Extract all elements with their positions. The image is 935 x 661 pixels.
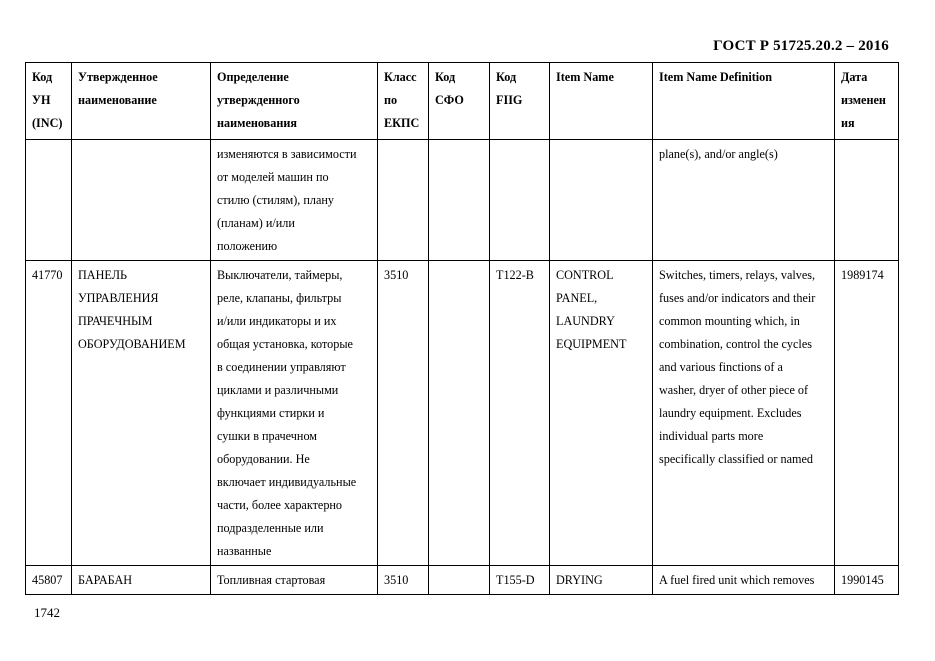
cell-line: Switches, timers, relays, valves, <box>659 268 816 282</box>
header-line: Код <box>496 70 517 84</box>
header-sfo <box>429 63 490 140</box>
cell-line: стилю (стилям), плану <box>217 193 334 207</box>
header-line: Item Name <box>556 70 614 84</box>
cell-line: УПРАВЛЕНИЯ <box>78 291 159 305</box>
cell-line: Выключатели, таймеры, <box>217 268 343 282</box>
header-line: УН <box>32 93 51 107</box>
cell-date <box>835 566 899 595</box>
header-line: Код <box>435 70 456 84</box>
table-row <box>26 566 899 595</box>
cell-line: specifically classified or named <box>659 452 813 466</box>
cell-line: (планам) и/или <box>217 216 295 230</box>
cell-line: 3510 <box>384 573 409 587</box>
cell-line: подразделенные или <box>217 521 324 535</box>
header-line: (INC) <box>32 116 63 130</box>
cell-line: plane(s), and/or angle(s) <box>659 147 778 161</box>
cell-line: and various finctions of a <box>659 360 783 374</box>
cell-line: T122-B <box>496 268 534 282</box>
cell-line: Топливная стартовая <box>217 573 326 587</box>
cell-class <box>378 261 429 566</box>
header-line: по <box>384 93 398 107</box>
header-line: ия <box>841 116 855 130</box>
cell-line: БАРАБАН <box>78 573 133 587</box>
header-item-name <box>550 63 653 140</box>
document-code: ГОСТ Р 51725.20.2 – 2016 <box>713 38 889 54</box>
header-item-definition <box>653 63 835 140</box>
header-line: ЕКПС <box>384 116 420 130</box>
header-line: Класс <box>384 70 417 84</box>
header-line: наименования <box>217 116 297 130</box>
cell-line: и/или индикаторы и их <box>217 314 337 328</box>
header-definition <box>211 63 378 140</box>
cell-line: в соединении управляют <box>217 360 346 374</box>
cell-class <box>378 140 429 261</box>
cell-date <box>835 261 899 566</box>
header-line: Определение <box>217 70 289 84</box>
cell-line: fuses and/or indicators and their <box>659 291 816 305</box>
cell-inc <box>26 140 72 261</box>
header-line: Item Name Definition <box>659 70 773 84</box>
cell-line: combination, control the cycles <box>659 337 812 351</box>
cell-sfo <box>429 140 490 261</box>
cell-line: части, более характерно <box>217 498 343 512</box>
cell-item-name <box>550 140 653 261</box>
header-approved-name <box>72 63 211 140</box>
header-class <box>378 63 429 140</box>
cell-line: изменяются в зависимости <box>217 147 357 161</box>
cell-line: laundry equipment. Excludes <box>659 406 802 420</box>
cell-definition <box>211 140 378 261</box>
cell-inc <box>26 566 72 595</box>
cell-line: названные <box>217 544 272 558</box>
cell-item-definition <box>653 566 835 595</box>
cell-line: 41770 <box>32 268 63 282</box>
cell-class <box>378 566 429 595</box>
table-row <box>26 140 899 261</box>
cell-line: циклами и различными <box>217 383 339 397</box>
cell-line: individual parts more <box>659 429 764 443</box>
header-line: Дата <box>841 70 868 84</box>
cell-line: 1990145 <box>841 573 884 587</box>
cell-line: PANEL, <box>556 291 598 305</box>
cell-line: включает индивидуальные <box>217 475 357 489</box>
cell-line: LAUNDRY <box>556 314 615 328</box>
cell-date <box>835 140 899 261</box>
cell-line: ПАНЕЛЬ <box>78 268 127 282</box>
header-line: FIIG <box>496 93 523 107</box>
cell-line: функциями стирки и <box>217 406 325 420</box>
cell-fiig <box>490 261 550 566</box>
table-row <box>26 261 899 566</box>
cell-line: 3510 <box>384 268 409 282</box>
cell-item-name <box>550 261 653 566</box>
header-line: Утвержденное <box>78 70 158 84</box>
cell-line: сушки в прачечном <box>217 429 318 443</box>
cell-line: common mounting which, in <box>659 314 800 328</box>
cell-line: от моделей машин по <box>217 170 329 184</box>
header-line: наименование <box>78 93 157 107</box>
cell-line: общая установка, которые <box>217 337 353 351</box>
cell-line: T155-D <box>496 573 535 587</box>
cell-approved-name <box>72 261 211 566</box>
header-line: СФО <box>435 93 464 107</box>
cell-approved-name <box>72 140 211 261</box>
cell-item-definition <box>653 261 835 566</box>
cell-line: 45807 <box>32 573 63 587</box>
cell-line: EQUIPMENT <box>556 337 627 351</box>
cell-line: washer, dryer of other piece of <box>659 383 809 397</box>
header-fiig <box>490 63 550 140</box>
cell-line: ПРАЧЕЧНЫМ <box>78 314 153 328</box>
classification-table <box>25 62 899 595</box>
cell-line: A fuel fired unit which removes <box>659 573 815 587</box>
cell-fiig <box>490 140 550 261</box>
cell-sfo <box>429 261 490 566</box>
header-line: Код <box>32 70 53 84</box>
cell-item-name <box>550 566 653 595</box>
cell-line: оборудовании. Не <box>217 452 310 466</box>
header-line: изменен <box>841 93 886 107</box>
cell-line: 1989174 <box>841 268 884 282</box>
cell-definition <box>211 261 378 566</box>
cell-line: CONTROL <box>556 268 614 282</box>
page-number: 1742 <box>34 605 60 620</box>
cell-line: DRYING <box>556 573 603 587</box>
cell-sfo <box>429 566 490 595</box>
cell-line: положению <box>217 239 278 253</box>
cell-fiig <box>490 566 550 595</box>
header-row <box>26 63 899 140</box>
cell-line: ОБОРУДОВАНИЕМ <box>78 337 186 351</box>
header-inc <box>26 63 72 140</box>
cell-approved-name <box>72 566 211 595</box>
cell-definition <box>211 566 378 595</box>
cell-item-definition <box>653 140 835 261</box>
header-line: утвержденного <box>217 93 300 107</box>
cell-inc <box>26 261 72 566</box>
header-date <box>835 63 899 140</box>
cell-line: реле, клапаны, фильтры <box>217 291 342 305</box>
